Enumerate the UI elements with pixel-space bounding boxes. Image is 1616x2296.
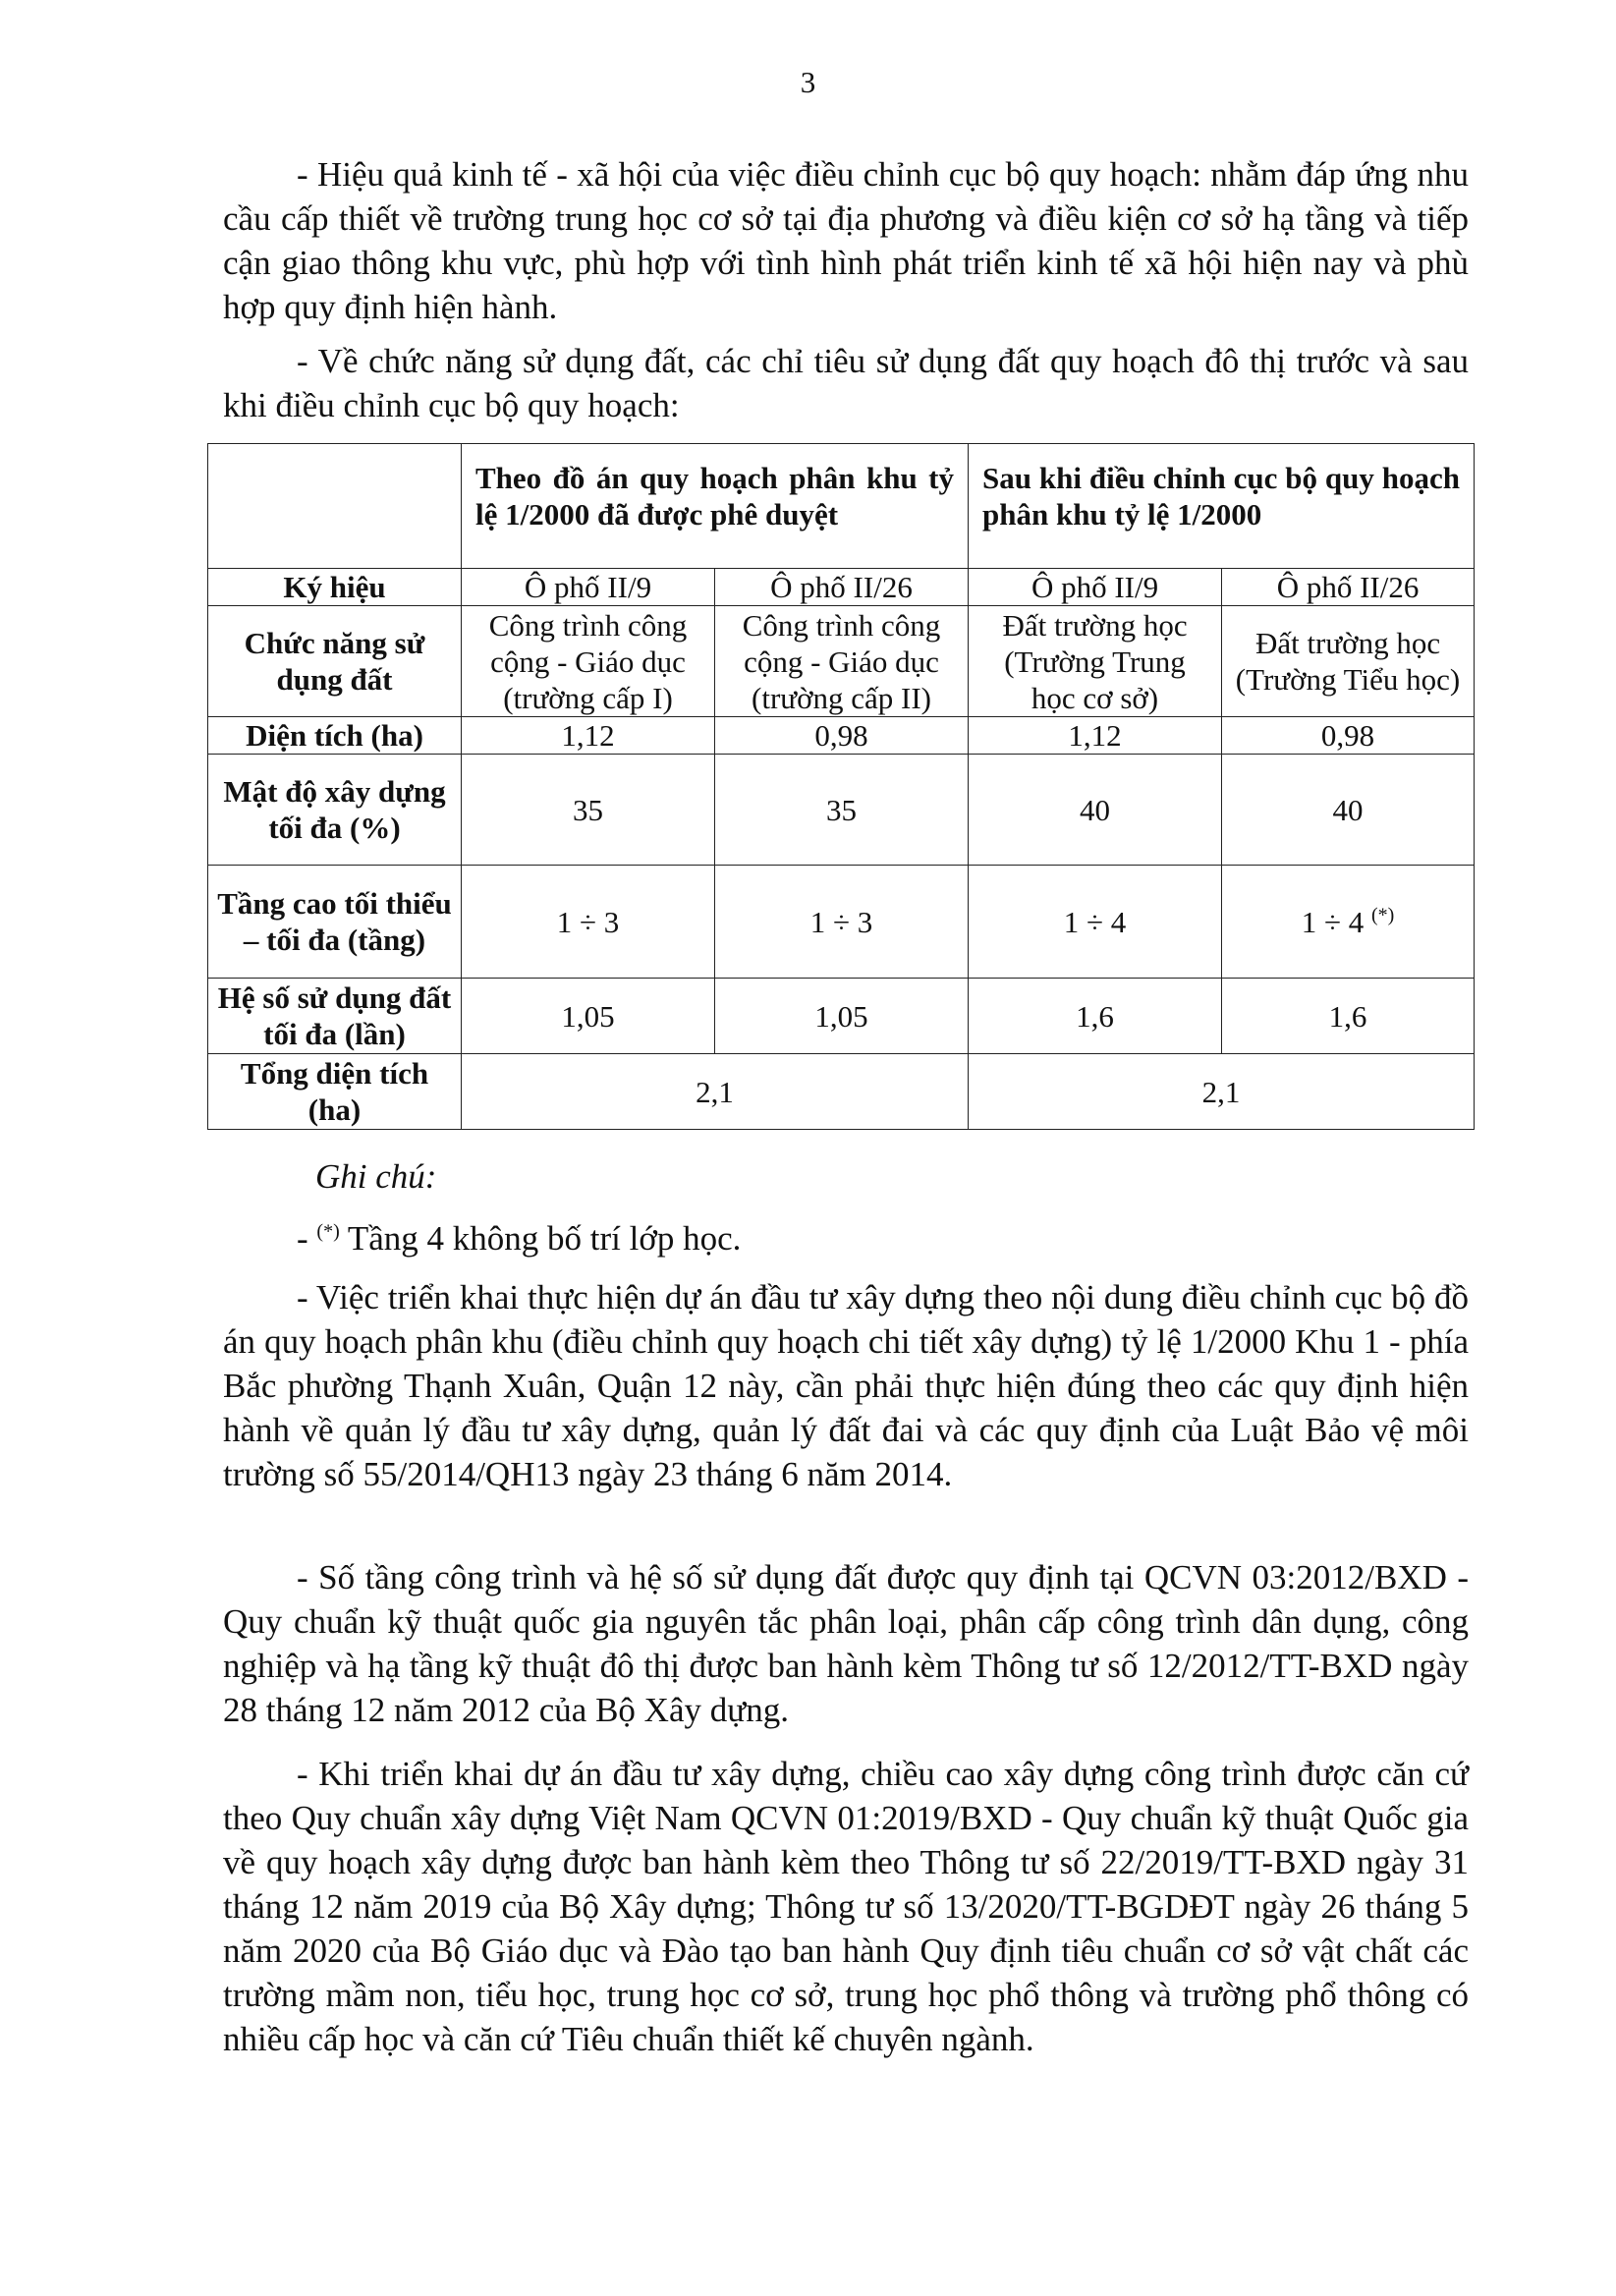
table-cell-total-before: 2,1 — [462, 1054, 969, 1130]
row-label-mat-do: Mật độ xây dựng tối đa (%) — [208, 755, 462, 866]
table-cell: 35 — [715, 755, 969, 866]
table-cell: Ô phố II/26 — [715, 569, 969, 606]
table-cell: Công trình công cộng - Giáo dục (trường cấp I) — [462, 606, 715, 717]
table-cell: 1,6 — [1222, 979, 1475, 1054]
header-before-adjustment: Theo đồ án quy hoạch phân khu tỷ lệ 1/2000 đã được phê duyệt — [462, 444, 969, 569]
note-heading: Ghi chú: — [315, 1157, 437, 1196]
table-cell: 0,98 — [1222, 717, 1475, 755]
header-after-adjustment: Sau khi điều chỉnh cục bộ quy hoạch phân khu tỷ lệ 1/2000 — [969, 444, 1475, 569]
paragraph-height-regulation: - Khi triển khai dự án đầu tư xây dựng, chiều cao xây dựng công trình được căn cứ theo Quy chuẩn xây dựng Việt Nam QCVN 01:2019/BXD - Quy chuẩn kỹ thuật Quốc gia về quy hoạch xây dựng được ban hành kèm theo Thông tư số 22/2019/TT-BXD ngày 31 tháng 12 năm 2019 của Bộ Xây dựng; Thông tư số 13/2020/TT-BGDĐT ngày 26 tháng 5 năm 2020 của Bộ Giáo dục và Đào tạo ban hành Quy định tiêu chuẩn cơ sở vật chất các trường mầm non, tiểu học, trung học cơ sở, trung học phổ thông và trường phổ thông có nhiều cấp học và căn cứ Tiêu chuẩn thiết kế chuyên ngành. — [223, 1755, 1469, 2058]
table-cell-total-after: 2,1 — [969, 1054, 1475, 1130]
row-label-he-so: Hệ số sử dụng đất tối đa (lần) — [208, 979, 462, 1054]
table-cell: 35 — [462, 755, 715, 866]
table-row — [208, 569, 1475, 606]
table-row — [208, 606, 1475, 717]
row-label-chuc-nang: Chức năng sử dụng đất — [208, 606, 462, 717]
table-corner-cell — [208, 444, 462, 569]
table-cell: 1,05 — [715, 979, 969, 1054]
row-label-ky-hieu: Ký hiệu — [208, 569, 462, 606]
table-cell: 1,12 — [462, 717, 715, 755]
table-row — [208, 717, 1475, 755]
table-row — [208, 866, 1475, 979]
table-cell: Ô phố II/26 — [1222, 569, 1475, 606]
land-use-table — [207, 443, 1475, 1130]
table-row — [208, 1054, 1475, 1130]
table-cell: Đất trường học (Trường Trung học cơ sở) — [969, 606, 1222, 717]
table-row — [208, 979, 1475, 1054]
table-cell: 1 ÷ 3 — [715, 866, 969, 979]
row-label-tong-dien-tich: Tổng diện tích (ha) — [208, 1054, 462, 1130]
table-cell: 1,12 — [969, 717, 1222, 755]
footnote-marker: (*) — [1370, 904, 1395, 926]
paragraph-economic-efficiency: - Hiệu quả kinh tế - xã hội của việc điều chỉnh cục bộ quy hoạch: nhằm đáp ứng nhu cầu cấp thiết về trường trung học cơ sở tại địa phương và điều kiện cơ sở hạ tầng và tiếp cận giao thông khu vực, phù hợp với tình hình phát triển kinh tế xã hội hiện nay và phù hợp quy định hiện hành. — [223, 155, 1469, 326]
paragraph-floors-regulation: - Số tầng công trình và hệ số sử dụng đất được quy định tại QCVN 03:2012/BXD - Quy chuẩn kỹ thuật quốc gia nguyên tắc phân loại, phân cấp công trình dân dụng, công nghiệp và hạ tầng kỹ thuật đô thị được ban hành kèm Thông tư số 12/2012/TT-BXD ngày 28 tháng 12 năm 2012 của Bộ Xây dựng. — [223, 1558, 1469, 1729]
paragraph-land-use-intro: - Về chức năng sử dụng đất, các chỉ tiêu sử dụng đất quy hoạch đô thị trước và sau khi điều chỉnh cục bộ quy hoạch: — [223, 342, 1469, 424]
table-cell: Công trình công cộng - Giáo dục (trường cấp II) — [715, 606, 969, 717]
table-row — [208, 755, 1475, 866]
note-marker: (*) — [316, 1220, 340, 1243]
table-cell: Ô phố II/9 — [462, 569, 715, 606]
table-header-row — [208, 444, 1475, 569]
table-cell: 1,6 — [969, 979, 1222, 1054]
table-cell: 1 ÷ 3 — [462, 866, 715, 979]
table-cell: Đất trường học (Trường Tiểu học) — [1222, 606, 1475, 717]
note-prefix: - — [297, 1219, 317, 1258]
table-cell: 0,98 — [715, 717, 969, 755]
table-cell: Ô phố II/9 — [969, 569, 1222, 606]
table-cell: 40 — [969, 755, 1222, 866]
table-cell: 40 — [1222, 755, 1475, 866]
row-label-dien-tich: Diện tích (ha) — [208, 717, 462, 755]
note-line — [223, 1216, 1469, 1260]
note-text: Tầng 4 không bố trí lớp học. — [339, 1219, 742, 1258]
row-label-tang-cao: Tầng cao tối thiểu – tối đa (tầng) — [208, 866, 462, 979]
table-cell: 1 ÷ 4 — [969, 866, 1222, 979]
table-cell — [1222, 866, 1475, 979]
table-cell: 1,05 — [462, 979, 715, 1054]
cell-value: 1 ÷ 4 — [1301, 904, 1365, 939]
page-number: 3 — [800, 65, 816, 99]
paragraph-implementation: - Việc triển khai thực hiện dự án đầu tư xây dựng theo nội dung điều chỉnh cục bộ đồ án quy hoạch phân khu (điều chỉnh quy hoạch chi tiết xây dựng) tỷ lệ 1/2000 Khu 1 - phía Bắc phường Thạnh Xuân, Quận 12 này, cần phải thực hiện đúng theo các quy định hiện hành về quản lý đầu tư xây dựng, quản lý đất đai và các quy định của Luật Bảo vệ môi trường số 55/2014/QH13 ngày 23 tháng 6 năm 2014. — [223, 1278, 1469, 1493]
